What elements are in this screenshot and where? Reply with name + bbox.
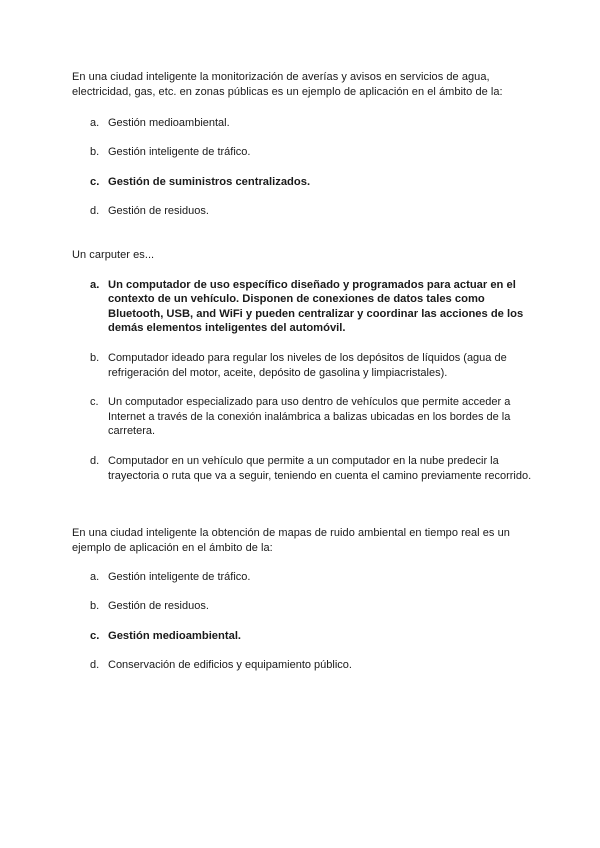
question-3 [72,526,530,687]
option-list [72,570,530,672]
option-text: Un computador especializado para uso dentro de vehículos que permite acceder a Internet a través de la conexión inalámbrica a balizas ubicadas en los bordes de la carretera. [108,396,511,438]
option-d [72,204,536,219]
option-text: Gestión de residuos. [108,204,209,217]
option-text: Gestión medioambiental. [108,117,230,130]
option-c-correct [72,175,536,190]
option-letter: b. [90,351,100,364]
option-a [72,570,536,585]
question-text: En una ciudad inteligente la obtención de mapas de ruido ambiental en tiempo real es un ejemplo de aplicación en el ámbito de la: [72,527,510,554]
option-b [72,599,536,614]
option-text: Conservación de edificios y equipamiento público. [108,658,352,671]
option-letter: d. [90,454,100,467]
question-text: En una ciudad inteligente la monitorización de averías y avisos en servicios de agua, electricidad, gas, etc. en zonas públicas es un ejemplo de aplicación en el ámbito de la: [72,71,503,98]
option-c [72,395,536,439]
option-text: Computador ideado para regular los niveles de los depósitos de líquidos (agua de refrigeración del motor, aceite, depósito de gasolina y limpiacristales). [108,351,507,379]
option-list [72,116,530,218]
option-list [72,278,530,484]
question-2 [72,248,530,498]
option-letter: d. [90,204,100,217]
option-text: Gestión inteligente de tráfico. [108,571,251,584]
option-text: Computador en un vehículo que permite a un computador en la nube predecir la trayectoria o ruta que va a seguir, teniendo en cuenta el camino previamente recorrido. [108,454,532,482]
option-d [72,454,536,483]
option-letter: b. [90,146,100,159]
option-letter: c. [90,175,100,188]
option-c-correct [72,629,536,644]
option-text: Un computador de uso específico diseñado y programados para actuar en el contexto de un vehículo. Disponen de conexiones de datos tales como Bluetooth, USB, and WiFi y pueden centralizar y coordinar las acciones de los demás elementos inteligentes del automóvil. [108,278,524,335]
option-letter: a. [90,117,100,130]
option-letter: d. [90,658,100,671]
option-letter: c. [90,396,99,409]
option-b [72,145,536,160]
question-1 [72,70,530,233]
option-d [72,658,536,673]
option-text: Gestión de residuos. [108,600,209,613]
option-a [72,116,536,131]
option-text: Gestión de suministros centralizados. [108,175,311,188]
option-letter: a. [90,571,100,584]
option-text: Gestión inteligente de tráfico. [108,146,251,159]
option-letter: a. [90,278,100,291]
question-text: Un carputer es... [72,249,155,261]
option-letter: b. [90,600,100,613]
option-a-correct [72,278,536,336]
option-letter: c. [90,629,100,642]
option-text: Gestión medioambiental. [108,629,242,642]
option-b [72,351,536,380]
